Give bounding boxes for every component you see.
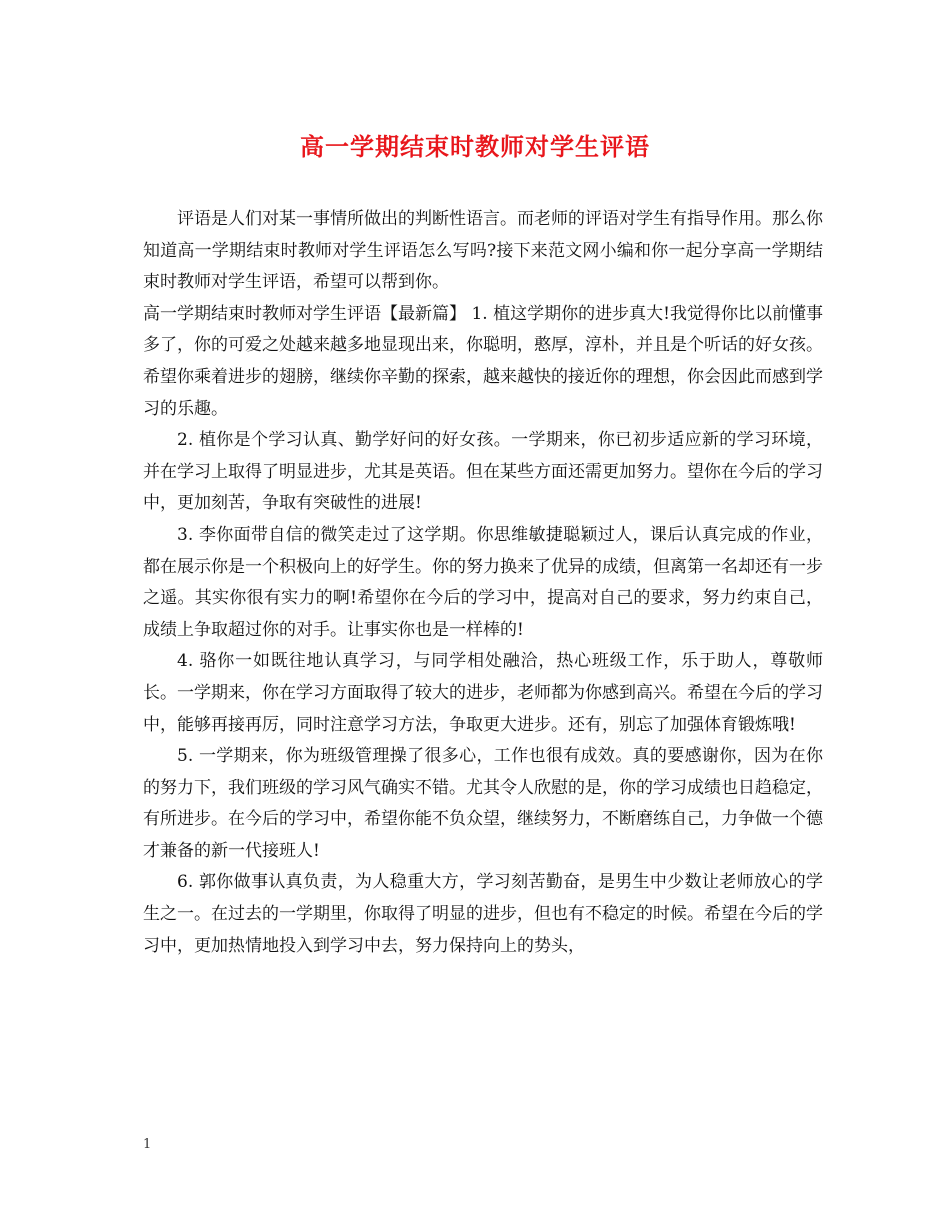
- comment-4: 4. 骆你一如既往地认真学习，与同学相处融洽，热心班级工作，乐于助人，尊敬师长。一学期来，你在学习方面取得了较大的进步，老师都为你感到高兴。希望在今后的学习中，能够再接再厉，同时注意学习方法，争取更大进步。还有，别忘了加强体育锻炼哦!: [143, 651, 823, 735]
- comment-6: 6. 郭你做事认真负责，为人稳重大方，学习刻苦勤奋，是男生中少数让老师放心的学生之一。在过去的一学期里，你取得了明显的进步，但也有不稳定的时候。希望在今后的学习中，更加热情地投入到学习中去，努力保持向上的势头，: [143, 872, 823, 956]
- comment-5: 5. 一学期来，你为班级管理操了很多心，工作也很有成效。真的要感谢你，因为在你的努力下，我们班级的学习风气确实不错。尤其令人欣慰的是，你的学习成绩也日趋稳定，有所进步。在今后的学习中，希望你能不负众望，继续努力，不断磨练自己，力争做一个德才兼备的新一代接班人!: [143, 746, 823, 861]
- section-heading: 高一学期结束时教师对学生评语【最新篇】: [143, 303, 467, 324]
- page-number: 1: [143, 1137, 152, 1152]
- comment-2: 2. 植你是个学习认真、勤学好问的好女孩。一学期来，你已初步适应新的学习环境，并在学习上取得了明显进步，尤其是英语。但在某些方面还需更加努力。望你在今后的学习中，更加刻苦，争取有突破性的进展!: [143, 430, 823, 514]
- section-paragraph: [143, 299, 823, 425]
- comment-3: 3. 李你面带自信的微笑走过了这学期。你思维敏捷聪颖过人，课后认真完成的作业，都在展示你是一个积极向上的好学生。你的努力换来了优异的成绩，但离第一名却还有一步之遥。其实你很有实力的啊!希望你在今后的学习中，提高对自己的要求，努力约束自己，成绩上争取超过你的对手。让事实你也是一样棒的!: [143, 524, 823, 640]
- document-title: 高一学期结束时教师对学生评语: [300, 132, 650, 161]
- intro-paragraph: 评语是人们对某一事情所做出的判断性语言。而老师的评语对学生有指导作用。那么你知道高一学期结束时教师对学生评语怎么写吗?接下来范文网小编和你一起分享高一学期结束时教师对学生评语，希望可以帮到你。: [143, 209, 823, 293]
- document-body: [143, 204, 823, 962]
- comment-1: 1. 植这学期你的进步真大!我觉得你比以前懂事多了，你的可爱之处越来越多地显现出来，你聪明，憨厚，淳朴，并且是个听话的好女孩。希望你乘着进步的翅膀，继续你辛勤的探索，越来越快的接近你的理想，你会因此而感到学习的乐趣。: [143, 303, 824, 419]
